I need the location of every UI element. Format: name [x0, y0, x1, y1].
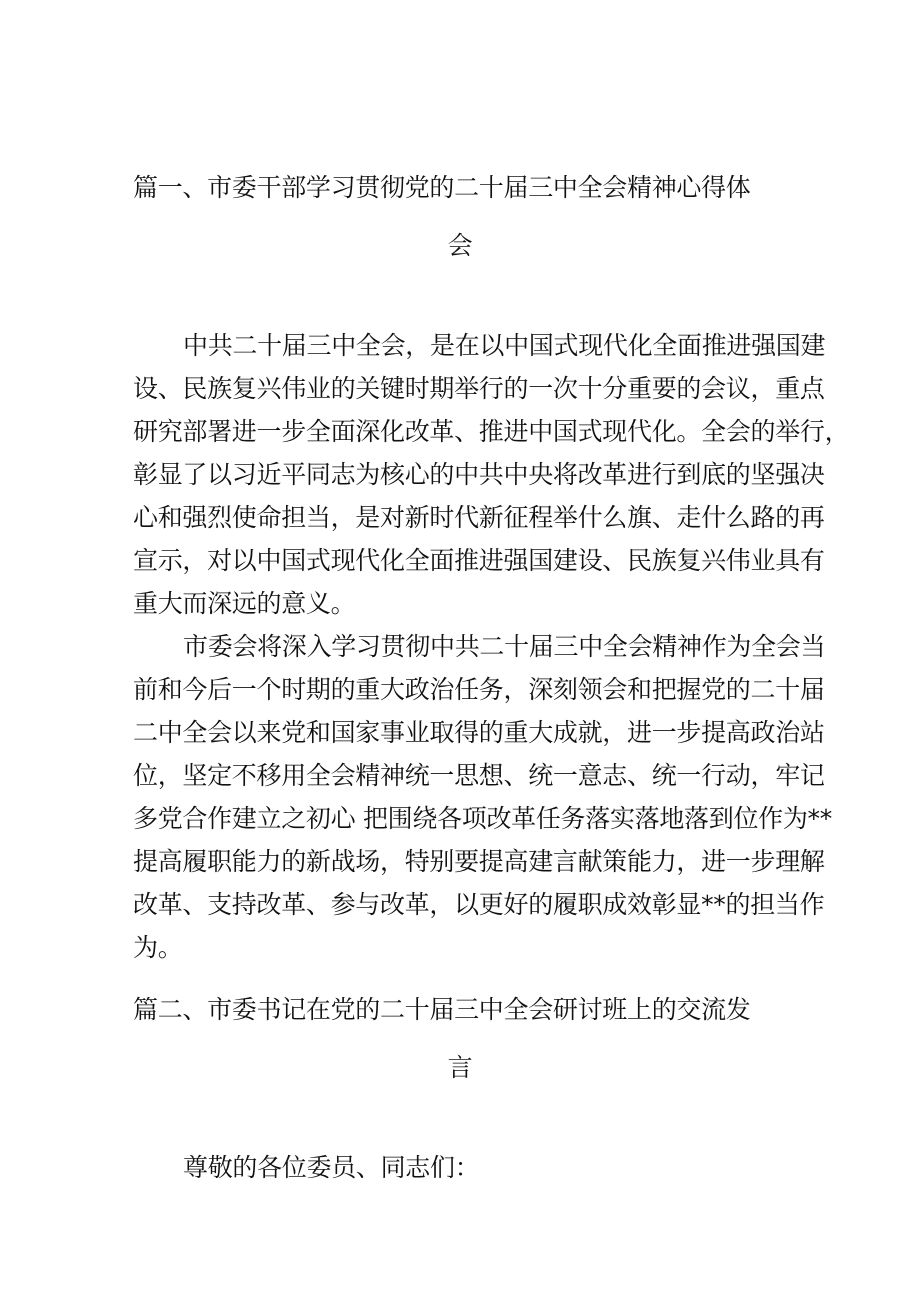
section1-para2-line: 前和今后一个时期的重大政治任务，深刻领会和把握党的二十届	[133, 675, 825, 704]
section1-para2-line: 二中全会以来党和国家事业取得的重大成就，进一步提高政治站	[133, 718, 825, 747]
section2-salutation: 尊敬的各位委员、同志们：	[183, 1153, 480, 1182]
section1-heading-line2: 会	[447, 231, 473, 260]
section2-heading-line1: 篇二、市委书记在党的二十届三中全会研讨班上的交流发	[133, 995, 751, 1024]
section1-para1-line: 宣示，对以中国式现代化全面推进强国建设、民族复兴伟业具有	[133, 546, 825, 575]
section1-para2-line: 市委会将深入学习贯彻中共二十届三中全会精神作为全会当	[183, 632, 826, 661]
section2-heading-line2: 言	[447, 1053, 473, 1082]
section1-para1-line: 重大而深远的意义。	[133, 589, 356, 618]
section1-para2-line: 位，坚定不移用全会精神统一思想、统一意志、统一行动，牢记	[133, 761, 825, 790]
section1-para1-line: 研究部署进一步全面深化改革、推进中国式现代化。全会的举行，	[133, 417, 850, 446]
section1-heading-line1: 篇一、市委干部学习贯彻党的二十届三中全会精神心得体	[133, 173, 751, 202]
section1-para1-line: 中共二十届三中全会，是在以中国式现代化全面推进强国建	[183, 331, 826, 360]
section1-para2-line: 改革、支持改革、参与改革，以更好的履职成效彰显**的担当作	[133, 890, 825, 919]
section1-para2-line: 为。	[133, 933, 183, 962]
section1-para1-line: 彰显了以习近平同志为核心的中共中央将改革进行到底的坚强决	[133, 460, 825, 489]
section1-para2-line: 多党合作建立之初心 把围绕各项改革任务落实落地落到位作为**	[133, 804, 832, 833]
section1-para1-line: 心和强烈使命担当，是对新时代新征程举什么旗、走什么路的再	[133, 503, 825, 532]
section1-para2-line: 提高履职能力的新战场，特别要提高建言献策能力，进一步理解	[133, 847, 825, 876]
section1-para1-line: 设、民族复兴伟业的关键时期举行的一次十分重要的会议，重点	[133, 374, 825, 403]
